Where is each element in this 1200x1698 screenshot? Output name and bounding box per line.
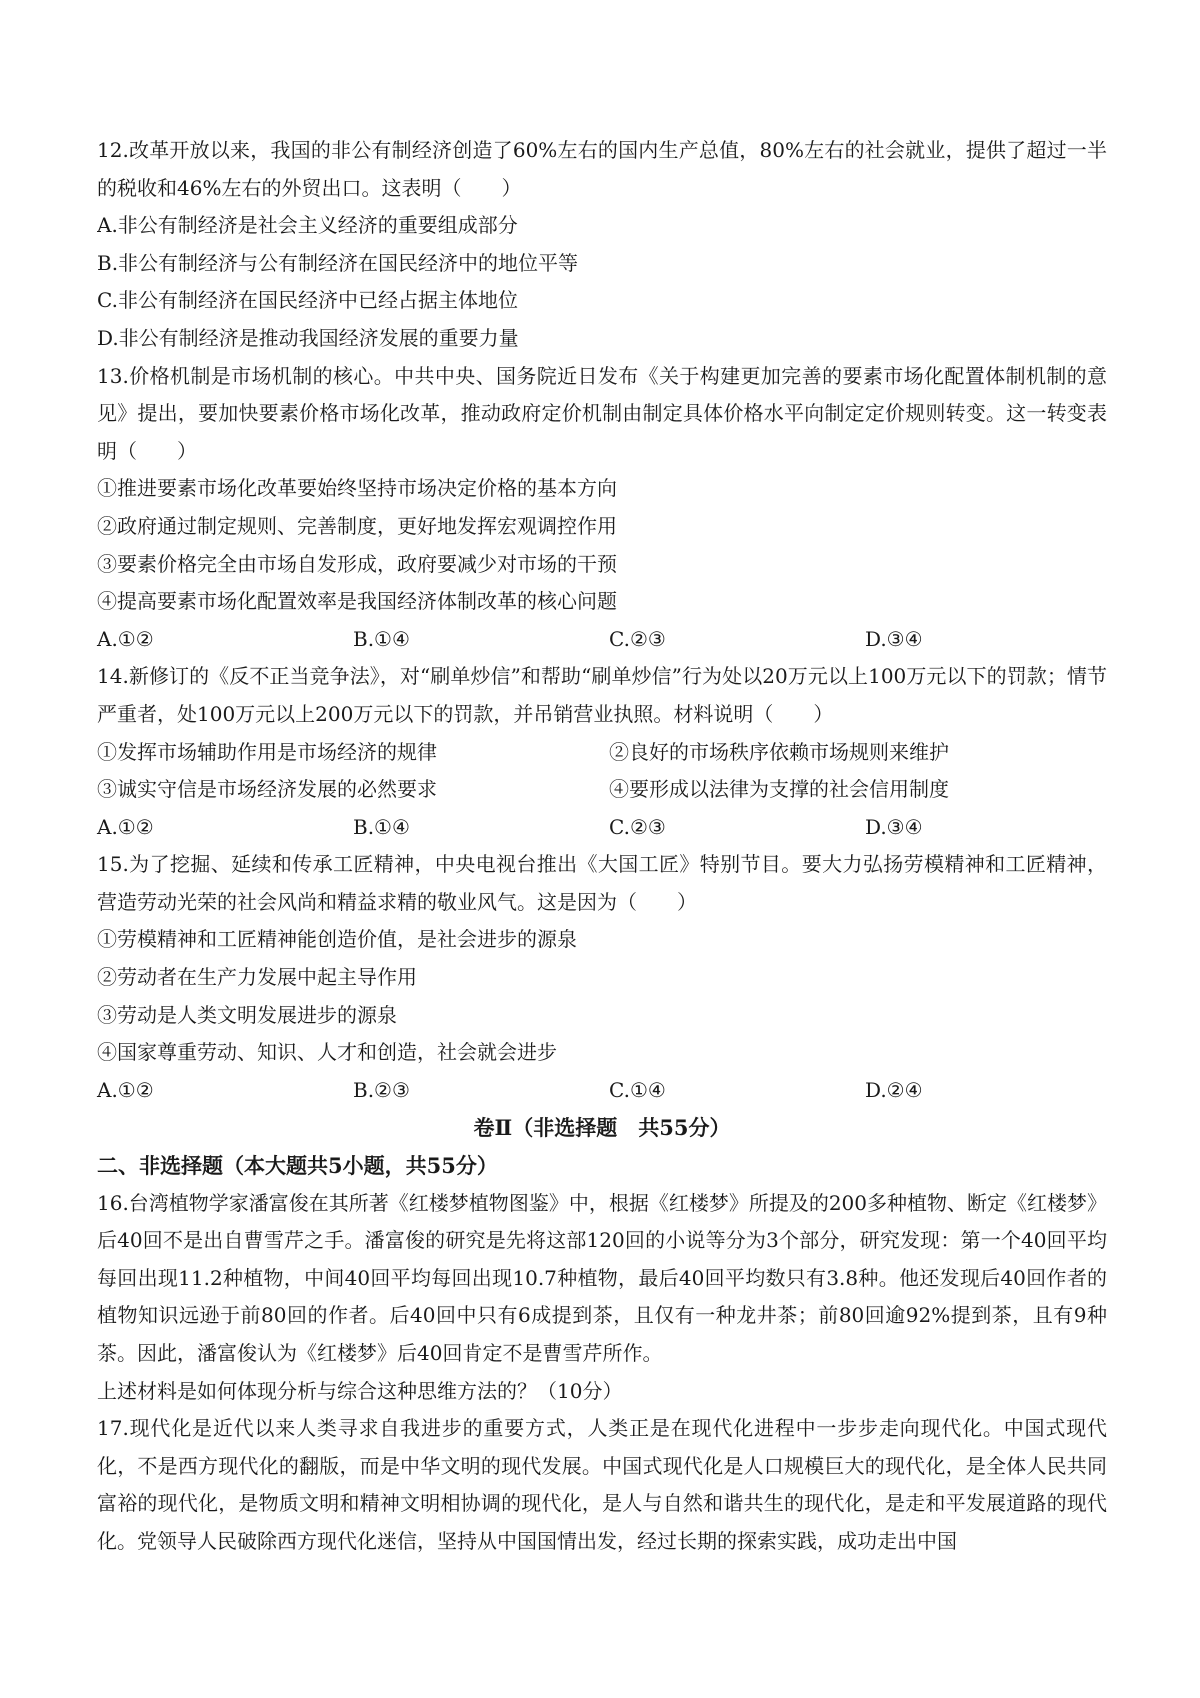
volume-2-title: 卷Ⅱ（非选择题 共55分） (473, 1115, 731, 1141)
question-15-option-a: A.①② (97, 1077, 154, 1102)
question-12-option-b: B.非公有制经济与公有制经济在国民经济中的地位平等 (97, 250, 579, 275)
question-13-option-a: A.①② (97, 626, 154, 651)
section-2-title: 二、非选择题（本大题共5小题，共55分） (97, 1153, 498, 1179)
question-17-material: 17.现代化是近代以来人类寻求自我进步的重要方式，人类正是在现代化进程中一步步走向现代化。中国式现代化，不是西方现代化的翻版，而是中华文明的现代发展。中国式现代化是人口规模巨大的现代化，是全体人民共同富裕的现代化，是物质文明和精神文明相协调的现代化，是人与自然和谐共生的现代化，是走和平发展道路的现代化。党领导人民破除西方现代化迷信，坚持从中国国情出发，经过长期的探索实践，成功走出中国 (97, 1416, 1107, 1553)
question-15-option-b: B.②③ (353, 1077, 410, 1102)
question-12-option-d: D.非公有制经济是推动我国经济发展的重要力量 (97, 325, 519, 350)
question-14-item-4: ④要形成以法律为支撑的社会信用制度 (609, 777, 949, 802)
question-13-option-d: D.③④ (865, 626, 923, 651)
question-14-options (97, 809, 1107, 847)
question-14-item-2: ②良好的市场秩序依赖市场规则来维护 (609, 739, 949, 764)
question-13-option-c: C.②③ (609, 626, 666, 651)
question-14-item-3: ③诚实守信是市场经济发展的必然要求 (97, 777, 437, 802)
page-content (97, 132, 1107, 1561)
question-13-item-2: ②政府通过制定规则、完善制度，更好地发挥宏观调控作用 (97, 513, 617, 538)
question-15-stem: 15.为了挖掘、延续和传承工匠精神，中央电视台推出《大国工匠》特别节目。要大力弘扬劳模精神和工匠精神，营造劳动光荣的社会风尚和精益求精的敬业风气。这是因为（ ） (97, 852, 1107, 914)
question-14-items-row-2 (97, 771, 1107, 809)
question-15-option-c: C.①④ (609, 1077, 666, 1102)
question-14-option-b: B.①④ (353, 814, 410, 839)
question-15-options (97, 1072, 1107, 1110)
question-13-options (97, 621, 1107, 659)
question-13-item-4: ④提高要素市场化配置效率是我国经济体制改革的核心问题 (97, 589, 617, 614)
question-14-stem: 14.新修订的《反不正当竞争法》，对“刷单炒信”和帮助“刷单炒信”行为处以20万元以上100万元以下的罚款；情节严重者，处100万元以上200万元以下的罚款，并吊销营业执照。材料说明（ ） (97, 664, 1107, 726)
question-13-option-b: B.①④ (353, 626, 410, 651)
question-13-stem: 13.价格机制是市场机制的核心。中共中央、国务院近日发布《关于构建更加完善的要素市场化配置体制机制的意见》提出，要加快要素价格市场化改革，推动政府定价机制由制定具体价格水平向制定定价规则转变。这一转变表明（ ） (97, 363, 1107, 463)
question-14-option-c: C.②③ (609, 814, 666, 839)
question-15-option-d: D.②④ (865, 1077, 923, 1102)
question-15-item-2: ②劳动者在生产力发展中起主导作用 (97, 965, 417, 990)
question-16-material: 16.台湾植物学家潘富俊在其所著《红楼梦植物图鉴》中，根据《红楼梦》所提及的200多种植物、断定《红楼梦》后40回不是出自曹雪芹之手。潘富俊的研究是先将这部120回的小说等分为3个部分，研究发现：第一个40回平均每回出现11.2种植物，中间40回平均每回出现10.7种植物，最后40回平均数只有3.8种。他还发现后40回作者的植物知识远逊于前80回的作者。后40回中只有6成提到茶，且仅有一种龙井茶；前80回逾92%提到茶，且有9种茶。因此，潘富俊认为《红楼梦》后40回肯定不是曹雪芹所作。 (97, 1190, 1107, 1365)
question-15-item-1: ①劳模精神和工匠精神能创造价值，是社会进步的源泉 (97, 927, 577, 952)
question-14-item-1: ①发挥市场辅助作用是市场经济的规律 (97, 739, 437, 764)
question-12-option-a: A.非公有制经济是社会主义经济的重要组成部分 (97, 213, 518, 238)
question-15-item-3: ③劳动是人类文明发展进步的源泉 (97, 1002, 397, 1027)
question-14-items-row-1 (97, 734, 1107, 772)
question-14-option-a: A.①② (97, 814, 154, 839)
question-13-item-3: ③要素价格完全由市场自发形成，政府要减少对市场的干预 (97, 551, 617, 576)
question-16-question: 上述材料是如何体现分析与综合这种思维方法的？（10分） (97, 1378, 623, 1403)
question-12-stem: 12.改革开放以来，我国的非公有制经济创造了60%左右的国内生产总值，80%左右的社会就业，提供了超过一半的税收和46%左右的外贸出口。这表明（ ） (97, 138, 1107, 200)
question-13-item-1: ①推进要素市场化改革要始终坚持市场决定价格的基本方向 (97, 476, 617, 501)
question-15-item-4: ④国家尊重劳动、知识、人才和创造，社会就会进步 (97, 1040, 557, 1065)
question-14-option-d: D.③④ (865, 814, 923, 839)
question-12-option-c: C.非公有制经济在国民经济中已经占据主体地位 (97, 288, 518, 313)
